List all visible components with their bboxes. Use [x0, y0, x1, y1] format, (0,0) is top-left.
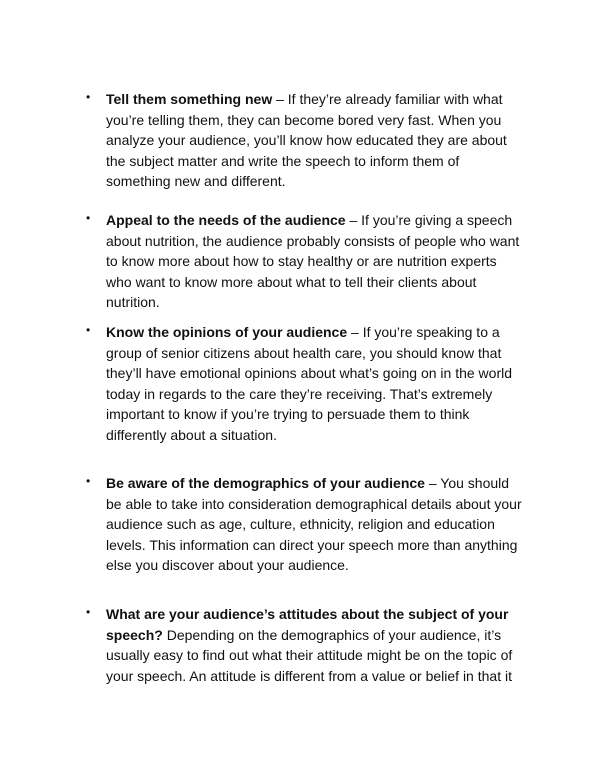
bullet-icon: • [86, 605, 91, 619]
bullet-icon: • [86, 474, 91, 488]
bullet-item-appeal-to-needs [86, 210, 526, 313]
bullet-lead: What are your audience’s attitudes about the subject of your speech? [106, 606, 509, 643]
bullet-lead: Appeal to the needs of the audience [106, 212, 346, 228]
bullet-body: Depending on the demographics of your audience, it’s usually easy to find out what their attitude might be on the topic of your speech. An attitude is different from a value or belief in that it [106, 626, 513, 684]
bullet-text [106, 322, 526, 446]
bullet-text [106, 604, 526, 686]
bullet-lead: Be aware of the demographics of your audience [106, 475, 425, 491]
bullet-text [106, 89, 526, 192]
bullet-lead: Know the opinions of your audience [106, 324, 348, 340]
bullet-item-audience-attitudes [86, 604, 526, 686]
bullet-icon: • [86, 323, 91, 337]
bullet-text [106, 210, 526, 313]
bullet-body: – You should be able to take into consideration demographical details about your audience such as age, culture, ethnicity, religion and education levels. This information can direct your speech more than anything else you discover about your audience. [106, 475, 522, 574]
bullet-item-demographics [86, 473, 526, 576]
bullet-body: – If they’re already familiar with what you’re telling them, they can become bored very fast. When you analyze your audience, you’ll know how educated they are about the subject matter and write the speech to inform them of something new and different. [106, 91, 507, 190]
bullet-icon: • [86, 90, 91, 104]
bullet-body: – If you’re giving a speech about nutrition, the audience probably consists of people who want to know more about how to stay healthy or are nutrition experts who want to know more about what to tell their clients about nutrition. [106, 212, 520, 311]
bullet-body: – If you’re speaking to a group of senior citizens about health care, you should know that they’ll have emotional opinions about what’s going on in the world today in regards to the care they’re receiving. That’s extremely important to know if you’re trying to persuade them to think differently about a situation. [106, 324, 513, 443]
bullet-text [106, 473, 526, 576]
bullet-lead: Tell them something new [106, 91, 273, 107]
bullet-item-tell-them-something-new [86, 89, 526, 192]
bullet-item-know-the-opinions [86, 322, 526, 446]
bullet-icon: • [86, 211, 91, 225]
